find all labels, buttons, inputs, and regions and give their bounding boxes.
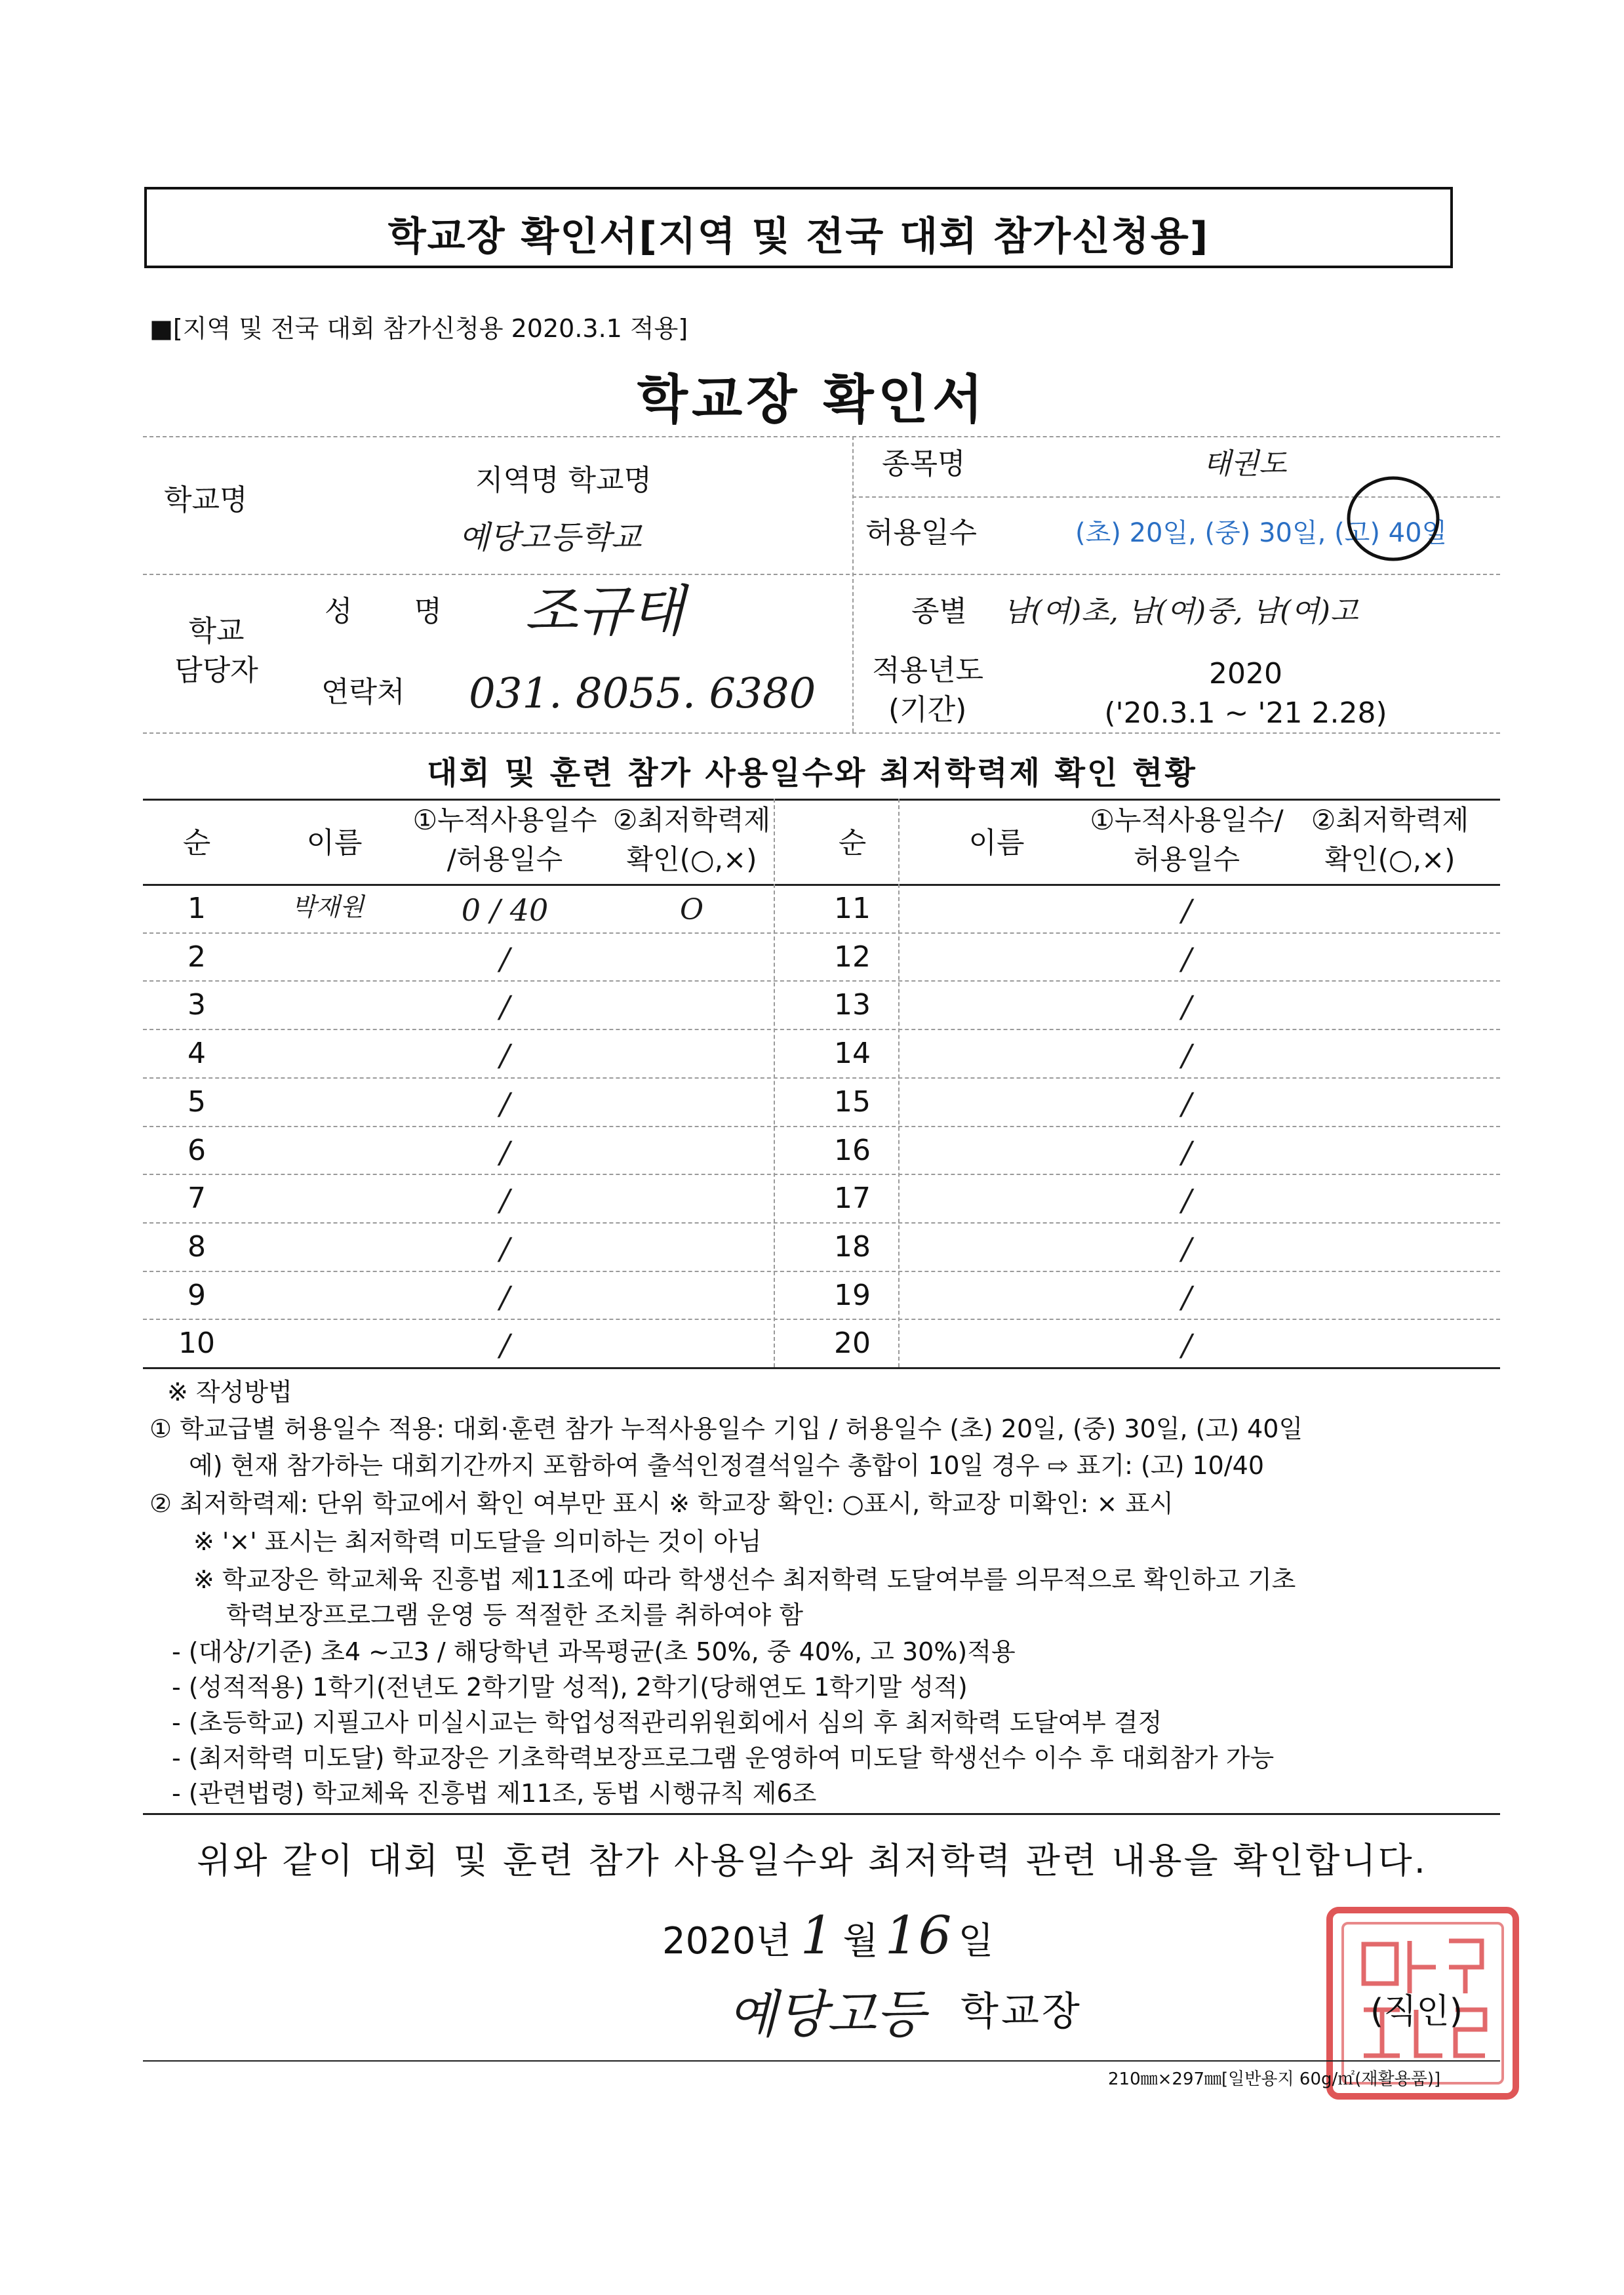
status-section-title: 대회 및 훈련 참가 사용일수와 최저학력제 확인 현황 bbox=[427, 755, 1197, 791]
row-days-used: / bbox=[1181, 1279, 1192, 1315]
year-label: 적용년도 bbox=[872, 654, 984, 687]
principal-label: 학교장 bbox=[961, 1989, 1082, 2035]
row-divider bbox=[143, 1077, 1500, 1079]
row-number: 1 bbox=[188, 892, 206, 925]
row-days-used: / bbox=[500, 1037, 510, 1073]
circle-mark-icon bbox=[1341, 469, 1446, 564]
row-days-used: / bbox=[1181, 1231, 1192, 1266]
row-number: 16 bbox=[834, 1134, 871, 1167]
col-header-name-right: 이름 bbox=[968, 826, 1025, 860]
rule bbox=[143, 732, 1500, 734]
document-title: 학교장 확인서[지역 및 전국 대회 참가신청용] bbox=[387, 214, 1210, 260]
row-days-used: / bbox=[500, 1086, 510, 1121]
manager-signature: 조규태 bbox=[525, 579, 684, 643]
row-number: 18 bbox=[834, 1230, 871, 1264]
note-line: 예) 현재 참가하는 대회기간까지 포함하여 출석인정결석일수 총합이 10일 경우 ⇨ 표기: (고) 10/40 bbox=[189, 1451, 1265, 1480]
row-divider bbox=[143, 980, 1500, 982]
sport-label: 종목명 bbox=[882, 447, 966, 481]
row-divider bbox=[143, 1271, 1500, 1272]
contact-label: 연락처 bbox=[321, 675, 405, 709]
note-line: - (관련법령) 학교체육 진흥법 제11조, 동법 시행규칙 제6조 bbox=[172, 1779, 817, 1808]
row-days-used: / bbox=[1181, 1327, 1192, 1363]
footer-rule bbox=[143, 2060, 1500, 2062]
school-name-value: 예당고등학교 bbox=[459, 519, 642, 556]
row-divider bbox=[143, 1029, 1500, 1030]
row-days-used: / bbox=[1181, 989, 1192, 1024]
year-value: 2020 bbox=[1209, 657, 1282, 690]
note-line: ※ '×' 표시는 최저학력 미도달을 의미하는 것이 아님 bbox=[193, 1527, 762, 1556]
col-header-days-right-2: 허용일수 bbox=[1133, 843, 1240, 875]
col-header-name: 이름 bbox=[306, 826, 363, 860]
row-days-used: / bbox=[1181, 1037, 1192, 1073]
contact-value: 031. 8055. 6380 bbox=[469, 669, 816, 718]
row-days-used: / bbox=[500, 1134, 510, 1170]
row-days-used: / bbox=[1181, 1134, 1192, 1170]
row-divider bbox=[143, 1126, 1500, 1127]
rule bbox=[852, 436, 854, 732]
row-number: 3 bbox=[188, 988, 206, 1022]
allowed-days-value: (초) 20일, (중) 30일, (고) 40일 bbox=[1075, 518, 1448, 548]
gender-value: 남(여)초, 남(여)중, 남(여)고 bbox=[1003, 595, 1358, 628]
table-bottom-rule bbox=[143, 1367, 1500, 1369]
col-header-acad-2: 확인(○,×) bbox=[626, 843, 757, 875]
row-number: 10 bbox=[178, 1327, 215, 1360]
name-label: 성 명 bbox=[325, 595, 468, 628]
paper-spec-footer: 210㎜×297㎜[일반용지 60g/㎡(재활용품)] bbox=[1108, 2069, 1441, 2089]
notes-heading: ※ 작성방법 bbox=[167, 1378, 292, 1407]
row-divider bbox=[143, 1222, 1500, 1224]
note-line: - (최저학력 미도달) 학교장은 기초학력보장프로그램 운영하여 미도달 학생선수 이수 후 대회참가 가능 bbox=[172, 1744, 1275, 1772]
note-line: - (성적적용) 1학기(전년도 2학기말 성적), 2학기(당해연도 1학기말 성적) bbox=[172, 1673, 968, 1702]
col-header-days-right: ①누적사용일수/ bbox=[1090, 804, 1284, 836]
date-year: 2020년 bbox=[662, 1920, 791, 1963]
row-days-used: / bbox=[500, 941, 510, 976]
row-number: 20 bbox=[834, 1327, 871, 1360]
manager-label-2: 담당자 bbox=[174, 654, 258, 687]
col-header-days: ①누적사용일수 bbox=[412, 804, 597, 836]
col-header-acad-right-2: 확인(○,×) bbox=[1324, 843, 1456, 875]
rule bbox=[898, 799, 900, 1367]
gender-label: 종별 bbox=[911, 595, 968, 628]
row-number: 13 bbox=[834, 988, 871, 1022]
allowed-days-label: 허용일수 bbox=[865, 516, 978, 549]
row-days-used: / bbox=[500, 989, 510, 1024]
manager-label-1: 학교 bbox=[188, 614, 245, 648]
row-number: 19 bbox=[834, 1279, 871, 1312]
row-number: 9 bbox=[188, 1279, 206, 1312]
note-line: ② 최저학력제: 단위 학교에서 확인 여부만 표시 ※ 학교장 확인: ○표시, 학교장 미확인: × 표시 bbox=[149, 1489, 1174, 1518]
seal-label: (직인) bbox=[1370, 1992, 1463, 2031]
col-header-acad: ②최저학력제 bbox=[612, 804, 771, 836]
date-month: 1 bbox=[800, 1905, 834, 1966]
col-header-no-right: 순 bbox=[838, 826, 867, 860]
rule bbox=[143, 436, 1500, 437]
row-number: 14 bbox=[834, 1037, 871, 1070]
row-days-used: / bbox=[1181, 941, 1192, 976]
note-line: - (초등학교) 지필고사 미실시교는 학업성적관리위원회에서 심의 후 최저학력 도달여부 결정 bbox=[172, 1708, 1162, 1737]
row-divider bbox=[143, 932, 1500, 934]
applicability-note: ■[지역 및 전국 대회 참가신청용 2020.3.1 적용] bbox=[149, 314, 688, 343]
year-label-2: (기간) bbox=[888, 693, 967, 727]
document-title-box bbox=[144, 187, 1453, 268]
row-days-used: 0 / 40 bbox=[461, 892, 549, 928]
row-days-used: / bbox=[1181, 892, 1192, 928]
school-label: 학교명 bbox=[164, 483, 248, 517]
row-name: 박재원 bbox=[291, 892, 365, 921]
row-number: 15 bbox=[834, 1085, 871, 1119]
school-handwritten: 예당고등 bbox=[728, 1986, 926, 2045]
row-number: 5 bbox=[188, 1085, 206, 1119]
row-number: 2 bbox=[188, 940, 206, 974]
note-line: 학력보장프로그램 운영 등 적절한 조치를 취하여야 함 bbox=[226, 1601, 804, 1629]
confirmation-statement: 위와 같이 대회 및 훈련 참가 사용일수와 최저학력 관련 내용을 확인합니다. bbox=[197, 1840, 1427, 1881]
note-line: - (대상/기준) 초4 ~고3 / 해당학년 과목평균(초 50%, 중 40%, 고 30%)적용 bbox=[172, 1637, 1016, 1666]
row-days-used: / bbox=[500, 1327, 510, 1363]
row-days-used: / bbox=[500, 1182, 510, 1218]
month-unit: 월 bbox=[842, 1920, 879, 1963]
day-unit: 일 bbox=[958, 1920, 994, 1963]
row-number: 8 bbox=[188, 1230, 206, 1264]
row-number: 6 bbox=[188, 1134, 206, 1167]
row-divider bbox=[143, 1174, 1500, 1175]
school-sublabel: 지역명 학교명 bbox=[475, 464, 652, 497]
row-days-used: / bbox=[1181, 1086, 1192, 1121]
rule bbox=[143, 574, 1500, 575]
row-divider bbox=[143, 1319, 1500, 1320]
row-number: 4 bbox=[188, 1037, 206, 1070]
note-line: ① 학교급별 허용일수 적용: 대회·훈련 참가 누적사용일수 기입 / 허용일수 (초) 20일, (중) 30일, (고) 40일 bbox=[149, 1414, 1303, 1443]
date-line bbox=[662, 1905, 994, 1966]
note-line: ※ 학교장은 학교체육 진흥법 제11조에 따라 학생선수 최저학력 도달여부를 의무적으로 확인하고 기초 bbox=[193, 1565, 1296, 1594]
col-header-days-2: /허용일수 bbox=[446, 843, 563, 875]
row-number: 12 bbox=[834, 940, 871, 974]
period-value: ('20.3.1 ~ '21 2.28) bbox=[1104, 696, 1387, 730]
row-number: 17 bbox=[834, 1182, 871, 1215]
row-days-used: / bbox=[500, 1231, 510, 1266]
form-title: 학교장 확인서 bbox=[637, 369, 987, 430]
table-top-rule bbox=[143, 799, 1500, 801]
table-header-rule bbox=[143, 884, 1500, 886]
sport-value: 태권도 bbox=[1203, 447, 1287, 481]
row-number: 11 bbox=[834, 892, 871, 925]
col-header-acad-right: ②최저학력제 bbox=[1311, 804, 1469, 836]
row-number: 7 bbox=[188, 1182, 206, 1215]
row-days-used: / bbox=[500, 1279, 510, 1315]
rule bbox=[774, 799, 775, 1367]
date-day: 16 bbox=[884, 1905, 952, 1966]
notes-bottom-rule bbox=[143, 1813, 1500, 1815]
row-days-used: / bbox=[1181, 1182, 1192, 1218]
col-header-no: 순 bbox=[182, 826, 211, 860]
row-academic-check: O bbox=[679, 893, 704, 927]
